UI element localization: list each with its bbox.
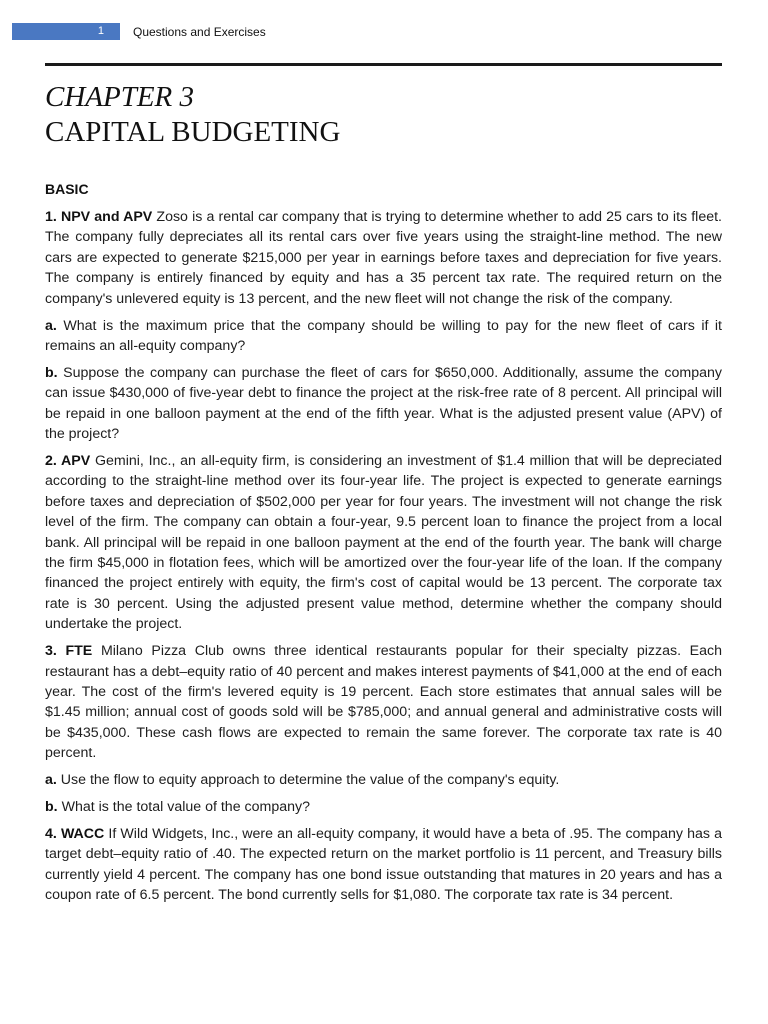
problem-lead: 4. WACC: [45, 825, 105, 842]
part-lead: a.: [45, 772, 57, 789]
problem-text: Gemini, Inc., an all-equity firm, is considering an investment of $1.4 million that will be depreciated according to the straight-line method over its four-year life. The project is expected to generate earnings before taxes and depreciation of $502,000 per year for four years. The investment will not change the risk level of the firm. The company can obtain a four-year, 9.5 percent loan to finance the project from a local bank. All principal will be repaid in one balloon payment at the end of the fourth year. The bank will charge the firm $45,000 in flotation fees, which will be amortized over the four-year life of the loan. If the company financed the project entirely with equity, the firm's cost of capital would be 13 percent. The corporate tax rate is 30 percent. Using the adjusted present value method, determine whether the company should undertake the project.: [45, 452, 722, 633]
problem-text: If Wild Widgets, Inc., were an all-equity company, it would have a beta of .95. The company has a target debt–equity ratio of .40. The expected return on the market portfolio is 11 percent, and Treasury bills currently yield 4 percent. The company has one bond issue outstanding that matures in 20 years and has a coupon rate of 6.5 percent. The bond currently sells for $1,080. The corporate tax rate is 34 percent.: [45, 825, 722, 904]
problem-1: [45, 207, 722, 309]
problem-lead: 3. FTE: [45, 643, 93, 660]
chapter-label: CHAPTER 3: [45, 81, 195, 113]
part-lead: b.: [45, 364, 58, 381]
problem-3-part-b: [45, 797, 722, 817]
page-number: 1: [12, 23, 120, 40]
page-body: [45, 178, 722, 912]
problem-3-part-a: [45, 770, 722, 790]
problem-lead: 2. APV: [45, 452, 91, 469]
header-rule: [45, 63, 722, 66]
part-lead: a.: [45, 317, 57, 334]
chapter-title: CAPITAL BUDGETING: [45, 116, 341, 148]
problem-text: Zoso is a rental car company that is trying to determine whether to add 25 cars to its fleet. The company fully depreciates all its rental cars over five years using the straight-line method. The new cars are expected to generate $215,000 per year in earnings before taxes and depreciation for five years. The company is entirely financed by equity and has a 35 percent tax rate. The required return on the company's unlevered equity is 13 percent, and the new fleet will not change the risk of the company.: [45, 209, 722, 307]
part-text: What is the total value of the company?: [61, 798, 310, 815]
problem-text: Milano Pizza Club owns three identical restaurants popular for their specialty pizzas. Each restaurant has a debt–equity ratio of 40 percent and makes interest payments of $41,000 at the end of each year. The cost of the firm's levered equity is 19 percent. Each store estimates that annual sales will be $1.45 million; annual cost of goods sold will be $785,000; and annual general and administrative costs will be $435,000. These cash flows are expected to remain the same forever. The corporate tax rate is 40 percent.: [45, 643, 722, 762]
part-text: Use the flow to equity approach to determine the value of the company's equity.: [60, 772, 560, 789]
problem-1-part-b: [45, 363, 722, 445]
problem-4: [45, 824, 722, 906]
section-heading: BASIC: [45, 181, 89, 197]
part-text: Suppose the company can purchase the fleet of cars for $650,000. Additionally, assume the company can issue $430,000 of five-year debt to finance the project at the risk-free rate of 8 percent. All principal will be repaid in one balloon payment at the end of the fifth year. What is the adjusted present value (APV) of the project?: [45, 364, 722, 443]
page-header: [12, 22, 722, 42]
problem-2: [45, 451, 722, 635]
part-text: What is the maximum price that the company should be willing to pay for the new fleet of cars if it remains an all-equity company?: [45, 317, 722, 354]
running-title: Questions and Exercises: [133, 25, 266, 39]
problem-lead: 1. NPV and APV: [45, 209, 153, 225]
problem-1-part-a: [45, 316, 722, 357]
part-lead: b.: [45, 798, 58, 815]
problem-3: [45, 641, 722, 763]
